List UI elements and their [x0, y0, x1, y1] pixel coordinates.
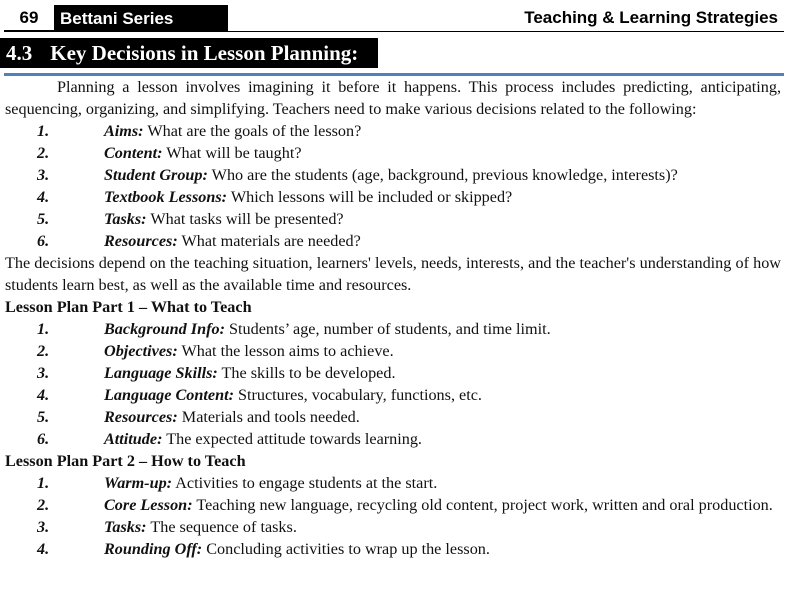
- part2-heading: Lesson Plan Part 2 – How to Teach: [5, 452, 246, 470]
- page-number: 69: [4, 5, 54, 32]
- item-term: Resources:: [104, 232, 178, 250]
- list-item: [5, 538, 781, 560]
- item-number: 6.: [37, 430, 50, 448]
- header-series-block: [4, 5, 228, 32]
- decisions-note: The decisions depend on the teaching situation, learners' levels, needs, interests, and the teacher's understanding of how students learn best, as well as the available time and resources.: [5, 254, 781, 294]
- item-number: 1.: [37, 320, 50, 338]
- item-number: 2.: [37, 144, 50, 162]
- list-item: [5, 516, 781, 538]
- item-term: Language Content:: [104, 386, 234, 404]
- list-item: [5, 472, 781, 494]
- item-text: Activities to engage students at the start.: [172, 474, 438, 492]
- item-number: 1.: [37, 122, 50, 140]
- item-number: 6.: [37, 232, 50, 250]
- item-number: 3.: [37, 166, 50, 184]
- list-item: [5, 164, 781, 186]
- item-number: 5.: [37, 210, 50, 228]
- item-text: What materials are needed?: [177, 232, 361, 250]
- item-term: Resources:: [104, 408, 178, 426]
- item-term: Objectives:: [104, 342, 178, 360]
- decisions-list: [5, 120, 781, 252]
- list-item: [5, 318, 781, 340]
- chapter-title: Teaching & Learning Strategies: [524, 8, 778, 27]
- item-term: Content:: [104, 144, 163, 162]
- item-number: 4.: [37, 386, 50, 404]
- item-number: 2.: [37, 342, 50, 360]
- item-text: Students’ age, number of students, and time limit.: [224, 320, 551, 338]
- list-item: [5, 230, 781, 252]
- item-term: Tasks:: [104, 210, 147, 228]
- item-text: What will be taught?: [162, 144, 302, 162]
- list-item: [5, 494, 781, 516]
- list-item: [5, 120, 781, 142]
- item-text: What the lesson aims to achieve.: [177, 342, 394, 360]
- item-term: Background Info:: [104, 320, 225, 338]
- item-text: What tasks will be presented?: [146, 210, 344, 228]
- item-text: Who are the students (age, background, previous knowledge, interests)?: [207, 166, 678, 184]
- item-term: Attitude:: [104, 430, 163, 448]
- header-rule: [228, 31, 784, 32]
- item-term: Core Lesson:: [104, 496, 193, 514]
- section-number: 4.3: [6, 40, 33, 65]
- item-number: 2.: [37, 496, 50, 514]
- list-item: [5, 428, 781, 450]
- item-text: What are the goals of the lesson?: [143, 122, 362, 140]
- item-text: Which lessons will be included or skipped?: [227, 188, 513, 206]
- item-text: The skills to be developed.: [217, 364, 396, 382]
- list-item: [5, 142, 781, 164]
- item-text: Structures, vocabulary, functions, etc.: [233, 386, 482, 404]
- item-text: Materials and tools needed.: [177, 408, 360, 426]
- part1-heading: Lesson Plan Part 1 – What to Teach: [5, 298, 252, 316]
- part2-list: [5, 472, 781, 560]
- list-item: [5, 340, 781, 362]
- item-term: Warm-up:: [104, 474, 173, 492]
- item-number: 1.: [37, 474, 50, 492]
- intro-paragraph: Planning a lesson involves imagining it before it happens. This process includes predicting, anticipating, sequencing, organizing, and simplifying. Teachers need to make various decisions related to the following:: [5, 78, 781, 118]
- list-item: [5, 384, 781, 406]
- series-title: Bettani Series: [54, 5, 228, 32]
- list-item: [5, 406, 781, 428]
- section-title: Key Decisions in Lesson Planning:: [50, 40, 359, 65]
- page-content: [5, 76, 781, 560]
- item-text: Concluding activities to wrap up the lesson.: [202, 540, 490, 558]
- item-text: The expected attitude towards learning.: [162, 430, 422, 448]
- list-item: [5, 362, 781, 384]
- item-term: Rounding Off:: [104, 540, 203, 558]
- item-number: 4.: [37, 188, 50, 206]
- part1-list: [5, 318, 781, 450]
- item-term: Textbook Lessons:: [104, 188, 228, 206]
- item-term: Language Skills:: [104, 364, 218, 382]
- section-heading: [0, 38, 378, 68]
- page-header: [0, 0, 788, 34]
- list-item: [5, 208, 781, 230]
- item-term: Student Group:: [104, 166, 208, 184]
- item-text: Teaching new language, recycling old content, project work, written and oral production.: [192, 496, 773, 514]
- item-term: Aims:: [104, 122, 144, 140]
- item-number: 3.: [37, 518, 50, 536]
- item-term: Tasks:: [104, 518, 147, 536]
- item-text: The sequence of tasks.: [146, 518, 297, 536]
- item-number: 3.: [37, 364, 50, 382]
- list-item: [5, 186, 781, 208]
- item-number: 4.: [37, 540, 50, 558]
- item-number: 5.: [37, 408, 50, 426]
